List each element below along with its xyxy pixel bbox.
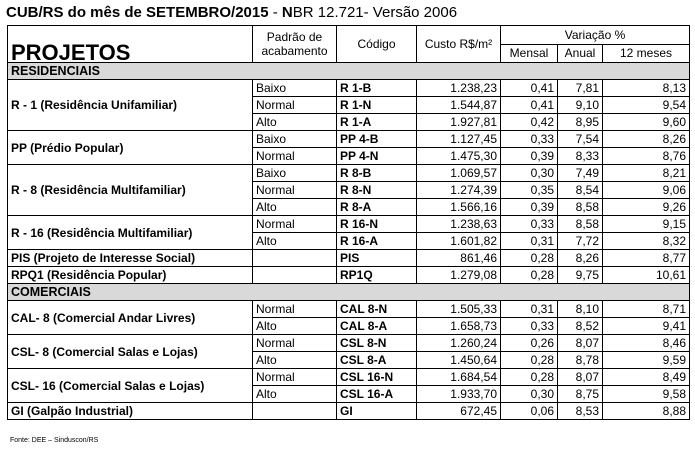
codigo-cell: RP1Q	[337, 267, 417, 284]
anual-cell: 7,54	[558, 131, 603, 148]
custo-cell: 1.927,81	[417, 114, 501, 131]
table-row	[8, 403, 690, 420]
project-name: CSL- 8 (Comercial Salas e Lojas)	[8, 335, 253, 369]
codigo-cell: PP 4-B	[337, 131, 417, 148]
document-title	[6, 4, 457, 21]
codigo-cell: R 16-A	[337, 233, 417, 250]
header-custo	[417, 26, 501, 63]
project-name: CAL- 8 (Comercial Andar Livres)	[8, 301, 253, 335]
codigo-cell: R 8-B	[337, 165, 417, 182]
custo-cell: 1.238,63	[417, 216, 501, 233]
codigo-cell: PIS	[337, 250, 417, 267]
anual-cell: 9,75	[558, 267, 603, 284]
padrao-cell: Baixo	[253, 80, 337, 97]
mensal-cell: 0,33	[501, 318, 558, 335]
doze-meses-cell: 8,32	[603, 233, 690, 250]
table-row	[8, 216, 690, 233]
codigo-cell: CSL 8-N	[337, 335, 417, 352]
anual-cell: 8,26	[558, 250, 603, 267]
table-row	[8, 301, 690, 318]
padrao-cell	[253, 267, 337, 284]
custo-cell: 1.658,73	[417, 318, 501, 335]
padrao-cell: Baixo	[253, 131, 337, 148]
doze-meses-cell: 8,71	[603, 301, 690, 318]
mensal-cell: 0,33	[501, 216, 558, 233]
title-nbr-n: N	[281, 4, 293, 21]
doze-meses-cell: 9,58	[603, 386, 690, 403]
padrao-cell: Normal	[253, 335, 337, 352]
project-name: PP (Prédio Popular)	[8, 131, 253, 165]
anual-cell: 8,95	[558, 114, 603, 131]
doze-meses-cell: 8,49	[603, 369, 690, 386]
custo-cell: 1.475,30	[417, 148, 501, 165]
source-footnote: Fonte: DEE – Sinduscon/RS	[10, 437, 99, 444]
anual-cell: 9,10	[558, 97, 603, 114]
doze-meses-cell: 8,76	[603, 148, 690, 165]
padrao-cell: Normal	[253, 369, 337, 386]
codigo-cell: CSL 8-A	[337, 352, 417, 369]
padrao-cell: Normal	[253, 216, 337, 233]
codigo-cell: R 8-N	[337, 182, 417, 199]
table-row	[8, 80, 690, 97]
project-name: RPQ1 (Residência Popular)	[8, 267, 253, 284]
project-name: R - 8 (Residência Multifamiliar)	[8, 165, 253, 216]
section-label: RESIDENCIAIS	[8, 63, 690, 80]
table-row	[8, 335, 690, 352]
doze-meses-cell: 8,88	[603, 403, 690, 420]
codigo-cell: R 1-B	[337, 80, 417, 97]
codigo-cell: CAL 8-A	[337, 318, 417, 335]
doze-meses-cell: 9,59	[603, 352, 690, 369]
doze-meses-cell: 9,60	[603, 114, 690, 131]
table-row	[8, 131, 690, 148]
mensal-cell: 0,42	[501, 114, 558, 131]
header-row-1	[8, 26, 690, 45]
codigo-cell: CSL 16-N	[337, 369, 417, 386]
codigo-cell: CSL 16-A	[337, 386, 417, 403]
custo-cell: 1.274,39	[417, 182, 501, 199]
custo-cell: 1.505,33	[417, 301, 501, 318]
mensal-cell: 0,28	[501, 369, 558, 386]
table-row	[8, 369, 690, 386]
title-dash: -	[268, 4, 282, 21]
mensal-cell: 0,30	[501, 386, 558, 403]
doze-meses-cell: 10,61	[603, 267, 690, 284]
padrao-cell: Alto	[253, 386, 337, 403]
padrao-cell: Alto	[253, 114, 337, 131]
doze-meses-cell: 8,77	[603, 250, 690, 267]
codigo-cell: R 1-N	[337, 97, 417, 114]
mensal-cell: 0,28	[501, 352, 558, 369]
codigo-cell: R 8-A	[337, 199, 417, 216]
mensal-cell: 0,06	[501, 403, 558, 420]
mensal-cell: 0,26	[501, 335, 558, 352]
section-label: COMERCIAIS	[8, 284, 690, 301]
title-rest: BR 12.721- Versão 2006	[292, 4, 458, 21]
custo-cell: 1.069,57	[417, 165, 501, 182]
custo-cell: 1.260,24	[417, 335, 501, 352]
padrao-cell: Alto	[253, 233, 337, 250]
anual-cell: 8,58	[558, 216, 603, 233]
header-anual: Anual	[558, 44, 603, 63]
mensal-cell: 0,39	[501, 148, 558, 165]
mensal-cell: 0,28	[501, 250, 558, 267]
project-name: CSL- 16 (Comercial Salas e Lojas)	[8, 369, 253, 403]
custo-cell: 1.544,87	[417, 97, 501, 114]
doze-meses-cell: 9,26	[603, 199, 690, 216]
doze-meses-cell: 8,26	[603, 131, 690, 148]
custo-cell: 672,45	[417, 403, 501, 420]
anual-cell: 8,53	[558, 403, 603, 420]
padrao-cell: Baixo	[253, 165, 337, 182]
custo-cell: 861,46	[417, 250, 501, 267]
mensal-cell: 0,41	[501, 97, 558, 114]
custo-cell: 1.601,82	[417, 233, 501, 250]
anual-cell: 7,72	[558, 233, 603, 250]
padrao-cell: Alto	[253, 352, 337, 369]
header-padrao-text: Padrão de acabamento	[261, 30, 328, 58]
codigo-cell: CAL 8-N	[337, 301, 417, 318]
custo-cell: 1.566,16	[417, 199, 501, 216]
padrao-cell: Alto	[253, 199, 337, 216]
anual-cell: 8,07	[558, 335, 603, 352]
section-row	[8, 63, 690, 80]
project-name: PIS (Projeto de Interesse Social)	[8, 250, 253, 267]
title-prefix: CUB/RS do mês de SETEMBRO/2015	[6, 4, 269, 21]
section-row	[8, 284, 690, 301]
header-custo-text: Custo R$/m²	[424, 37, 493, 51]
anual-cell: 8,54	[558, 182, 603, 199]
doze-meses-cell: 9,15	[603, 216, 690, 233]
anual-cell: 8,78	[558, 352, 603, 369]
anual-cell: 8,75	[558, 386, 603, 403]
project-name: R - 1 (Residência Unifamiliar)	[8, 80, 253, 131]
mensal-cell: 0,28	[501, 267, 558, 284]
codigo-cell: R 16-N	[337, 216, 417, 233]
custo-cell: 1.933,70	[417, 386, 501, 403]
doze-meses-cell: 8,13	[603, 80, 690, 97]
anual-cell: 8,33	[558, 148, 603, 165]
mensal-cell: 0,33	[501, 131, 558, 148]
anual-cell: 8,58	[558, 199, 603, 216]
codigo-cell: PP 4-N	[337, 148, 417, 165]
mensal-cell: 0,35	[501, 182, 558, 199]
header-codigo: Código	[337, 26, 417, 63]
mensal-cell: 0,30	[501, 165, 558, 182]
padrao-cell: Normal	[253, 148, 337, 165]
header-12-meses: 12 meses	[603, 44, 690, 63]
padrao-cell	[253, 250, 337, 267]
header-variacao: Variação %	[501, 26, 690, 45]
custo-cell: 1.238,23	[417, 80, 501, 97]
anual-cell: 8,07	[558, 369, 603, 386]
mensal-cell: 0,31	[501, 233, 558, 250]
mensal-cell: 0,39	[501, 199, 558, 216]
mensal-cell: 0,31	[501, 301, 558, 318]
padrao-cell: Normal	[253, 97, 337, 114]
custo-cell: 1.279,08	[417, 267, 501, 284]
padrao-cell: Normal	[253, 301, 337, 318]
project-name: GI (Galpão Industrial)	[8, 403, 253, 420]
anual-cell: 8,52	[558, 318, 603, 335]
padrao-cell: Alto	[253, 318, 337, 335]
codigo-cell: R 1-A	[337, 114, 417, 131]
padrao-cell: Normal	[253, 182, 337, 199]
doze-meses-cell: 9,06	[603, 182, 690, 199]
header-padrao	[253, 26, 337, 63]
anual-cell: 7,81	[558, 80, 603, 97]
table-row	[8, 165, 690, 182]
cub-table	[7, 25, 690, 420]
anual-cell: 7,49	[558, 165, 603, 182]
codigo-cell: GI	[337, 403, 417, 420]
table-row	[8, 250, 690, 267]
doze-meses-cell: 8,21	[603, 165, 690, 182]
header-projetos: PROJETOS	[8, 26, 253, 63]
custo-cell: 1.450,64	[417, 352, 501, 369]
header-mensal: Mensal	[501, 44, 558, 63]
doze-meses-cell: 9,54	[603, 97, 690, 114]
mensal-cell: 0,41	[501, 80, 558, 97]
doze-meses-cell: 8,46	[603, 335, 690, 352]
table-row	[8, 267, 690, 284]
doze-meses-cell: 9,41	[603, 318, 690, 335]
padrao-cell	[253, 403, 337, 420]
custo-cell: 1.684,54	[417, 369, 501, 386]
anual-cell: 8,10	[558, 301, 603, 318]
project-name: R - 16 (Residência Multifamiliar)	[8, 216, 253, 250]
custo-cell: 1.127,45	[417, 131, 501, 148]
